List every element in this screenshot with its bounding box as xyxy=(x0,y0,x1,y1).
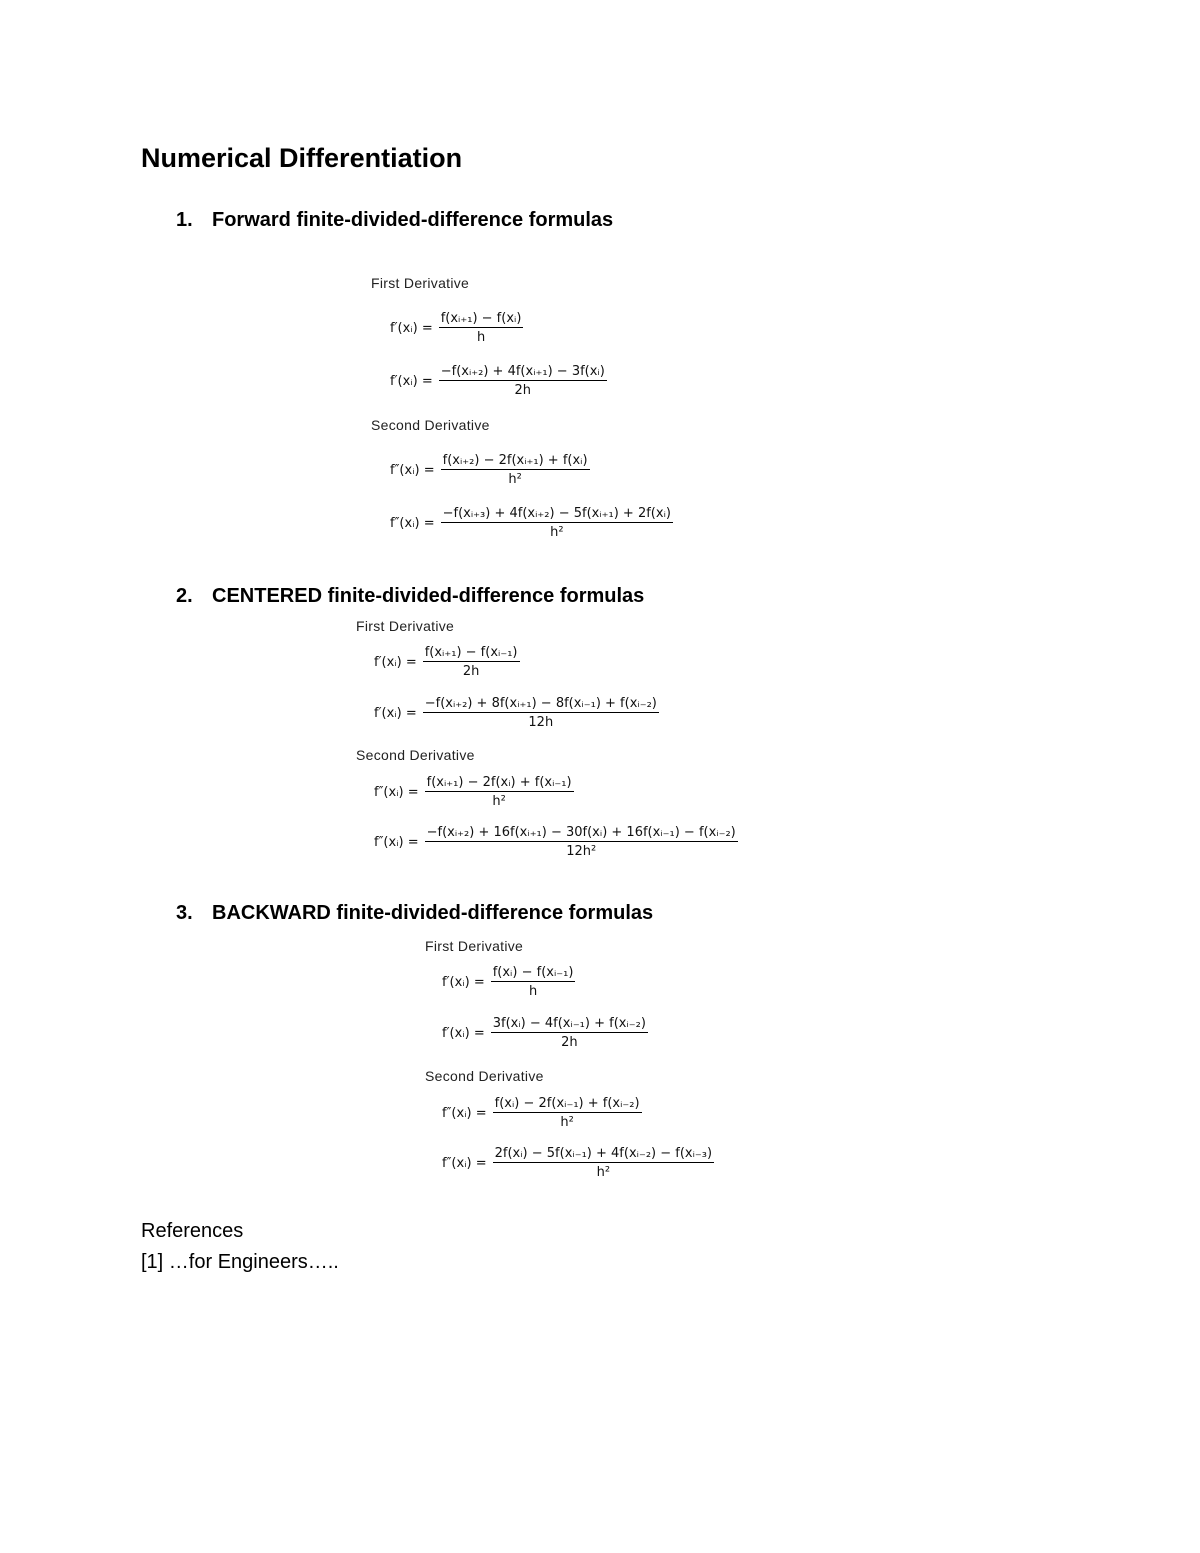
section-heading-forward xyxy=(176,209,613,232)
section-title: Forward finite-divided-difference formulas xyxy=(212,209,614,231)
first-derivative-label: First Derivative xyxy=(371,275,470,291)
section-heading-centered xyxy=(176,585,644,608)
section-title: CENTERED finite-divided-difference formulas xyxy=(212,585,645,607)
first-derivative-label: First Derivative xyxy=(356,618,455,634)
equation: f″(xᵢ) = $\frac{\text{f(xᵢ) − 2f(xᵢ₋₁) + f(xᵢ₋₂)}}{\text{h²}}$ xyxy=(442,1096,640,1130)
equation: f″(xᵢ) = $\frac{\text{−f(xᵢ₊₃) + 4f(xᵢ₊₂) − 5f(xᵢ₊₁) + 2f(xᵢ)}}{\text{h²}}$ xyxy=(390,506,671,540)
equation: f′(xᵢ) = $\frac{\text{3f(xᵢ) − 4f(xᵢ₋₁) + f(xᵢ₋₂)}}{2h}$ xyxy=(442,1016,646,1050)
equation: f′(xᵢ) = $\frac{\text{f(xᵢ₊₁) − f(xᵢ)}}{h}$ xyxy=(390,311,522,345)
equation: f″(xᵢ) = $\frac{\text{f(xᵢ₊₁) − 2f(xᵢ) + f(xᵢ₋₁)}}{\text{h²}}$ xyxy=(374,775,572,809)
equation: f′(xᵢ) = $\frac{\text{−f(xᵢ₊₂) + 4f(xᵢ₊₁) − 3f(xᵢ)}}{2h}$ xyxy=(390,364,605,398)
equation: f″(xᵢ) = $\frac{\text{f(xᵢ₊₂) − 2f(xᵢ₊₁) + f(xᵢ)}}{\text{h²}}$ xyxy=(390,453,588,487)
equation: f′(xᵢ) = $\frac{\text{−f(xᵢ₊₂) + 8f(xᵢ₊₁) − 8f(xᵢ₋₁) + f(xᵢ₋₂)}}{12h}$ xyxy=(374,696,657,730)
second-derivative-label: Second Derivative xyxy=(425,1068,544,1084)
section-number: 1. xyxy=(176,209,193,231)
first-derivative-label: First Derivative xyxy=(425,938,524,954)
equation: f″(xᵢ) = $\frac{\text{2f(xᵢ) − 5f(xᵢ₋₁) + 4f(xᵢ₋₂) − f(xᵢ₋₃)}}{\text{h²}}$ xyxy=(442,1146,713,1180)
references-heading: References xyxy=(141,1220,244,1242)
page-title: Numerical Differentiation xyxy=(141,143,463,173)
second-derivative-label: Second Derivative xyxy=(356,747,475,763)
equation: f′(xᵢ) = $\frac{\text{f(xᵢ) − f(xᵢ₋₁)}}{h}$ xyxy=(442,965,574,999)
section-heading-backward xyxy=(176,902,653,925)
equation: f′(xᵢ) = $\frac{\text{f(xᵢ₊₁) − f(xᵢ₋₁)}}{2h}$ xyxy=(374,645,518,679)
equation: f″(xᵢ) = $\frac{\text{−f(xᵢ₊₂) + 16f(xᵢ₊₁) − 30f(xᵢ) + 16f(xᵢ₋₁) − f(xᵢ₋₂)}}{\text{12h²}}$ xyxy=(374,825,736,859)
reference-item: [1] …for Engineers….. xyxy=(141,1251,339,1273)
second-derivative-label: Second Derivative xyxy=(371,417,490,433)
section-number: 2. xyxy=(176,585,193,607)
section-title: BACKWARD finite-divided-difference formulas xyxy=(212,902,654,924)
section-number: 3. xyxy=(176,902,193,924)
